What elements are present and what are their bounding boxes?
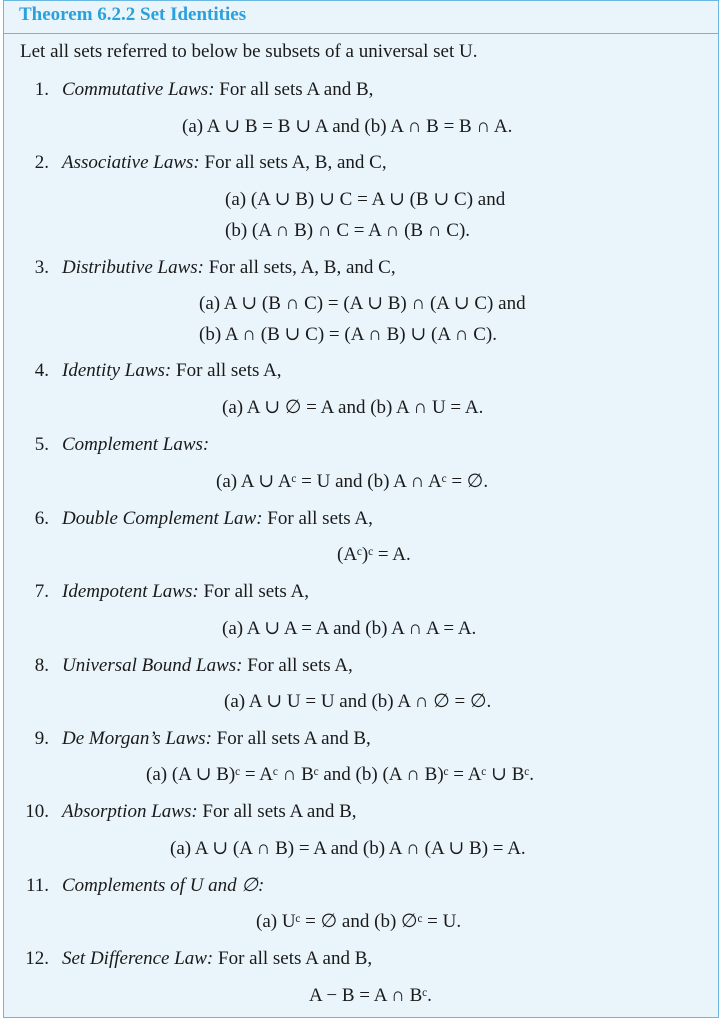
title-divider [3,33,719,34]
formula-line: A − B = A ∩ Bᶜ. [309,985,432,1006]
item-heading [62,580,309,604]
item-heading [62,874,264,898]
law-condition: For all sets A, [262,508,373,529]
item-number: 10. [25,801,49,822]
law-name: Universal Bound Laws: [62,655,243,676]
item-number: 5. [34,434,49,455]
law-name: Complement Laws: [62,434,210,455]
law-condition: For all sets A and B, [211,728,371,749]
item-number: 8. [34,655,49,676]
item-heading [62,78,373,102]
theorem-title: Theorem 6.2.2 Set Identities [19,4,247,25]
item-heading [62,256,396,280]
item-number: 9. [34,728,49,749]
law-condition: For all sets A and B, [213,948,373,969]
formula-line: (a) A ∪ U = U and (b) A ∩ ∅ = ∅. [224,691,492,712]
item-number: 7. [34,581,49,602]
law-condition: For all sets A and B, [197,801,357,822]
item-number: 6. [34,508,49,529]
law-condition: For all sets A, B, and C, [199,152,387,173]
law-condition: For all sets A, [171,360,282,381]
law-name: Commutative Laws: [62,79,215,100]
formula-line: (a) A ∪ (A ∩ B) = A and (b) A ∩ (A ∪ B) = A. [170,838,526,859]
formula-line: (a) A ∪ (B ∩ C) = (A ∪ B) ∩ (A ∪ C) and [199,293,526,314]
formula-line: (a) A ∪ Aᶜ = U and (b) A ∩ Aᶜ = ∅. [216,471,489,492]
law-name: De Morgan’s Laws: [62,728,212,749]
item-number: 4. [34,360,49,381]
item-heading [62,359,282,383]
law-name: Absorption Laws: [62,801,198,822]
formula-line: (a) A ∪ B = B ∪ A and (b) A ∩ B = B ∩ A. [182,116,513,137]
item-heading [62,507,373,531]
formula-line: (a) Uᶜ = ∅ and (b) ∅ᶜ = U. [256,911,462,932]
item-heading [62,727,371,751]
law-name: Associative Laws: [62,152,200,173]
law-name: Complements of U and ∅: [62,875,265,896]
law-condition: For all sets A and B, [214,79,374,100]
item-number: 1. [34,79,49,100]
law-name: Double Complement Law: [62,508,263,529]
formula-line: (a) (A ∪ B) ∪ C = A ∪ (B ∪ C) and [225,189,506,210]
formula-line: (b) A ∩ (B ∪ C) = (A ∩ B) ∪ (A ∩ C). [199,324,497,345]
item-heading [62,800,357,824]
law-name: Distributive Laws: [62,257,204,278]
law-condition: For all sets, A, B, and C, [203,257,396,278]
item-number: 12. [25,948,49,969]
item-heading [62,947,372,971]
formula-line: (a) A ∪ ∅ = A and (b) A ∩ U = A. [222,397,484,418]
item-heading [62,151,387,175]
item-number: 11. [25,875,49,896]
item-number: 3. [34,257,49,278]
intro-text: Let all sets referred to below be subsets of a universal set U. [20,41,478,62]
law-condition: For all sets A, [198,581,309,602]
formula-line: (Aᶜ)ᶜ = A. [337,544,411,565]
formula-line: (b) (A ∩ B) ∩ C = A ∩ (B ∩ C). [225,220,471,241]
law-name: Set Difference Law: [62,948,214,969]
item-number: 2. [34,152,49,173]
law-name: Idempotent Laws: [62,581,199,602]
item-heading [62,433,209,457]
formula-line: (a) A ∪ A = A and (b) A ∩ A = A. [222,618,477,639]
item-heading [62,654,353,678]
law-name: Identity Laws: [62,360,172,381]
law-condition: For all sets A, [242,655,353,676]
formula-line: (a) (A ∪ B)ᶜ = Aᶜ ∩ Bᶜ and (b) (A ∩ B)ᶜ = Aᶜ ∪ Bᶜ. [146,764,534,785]
